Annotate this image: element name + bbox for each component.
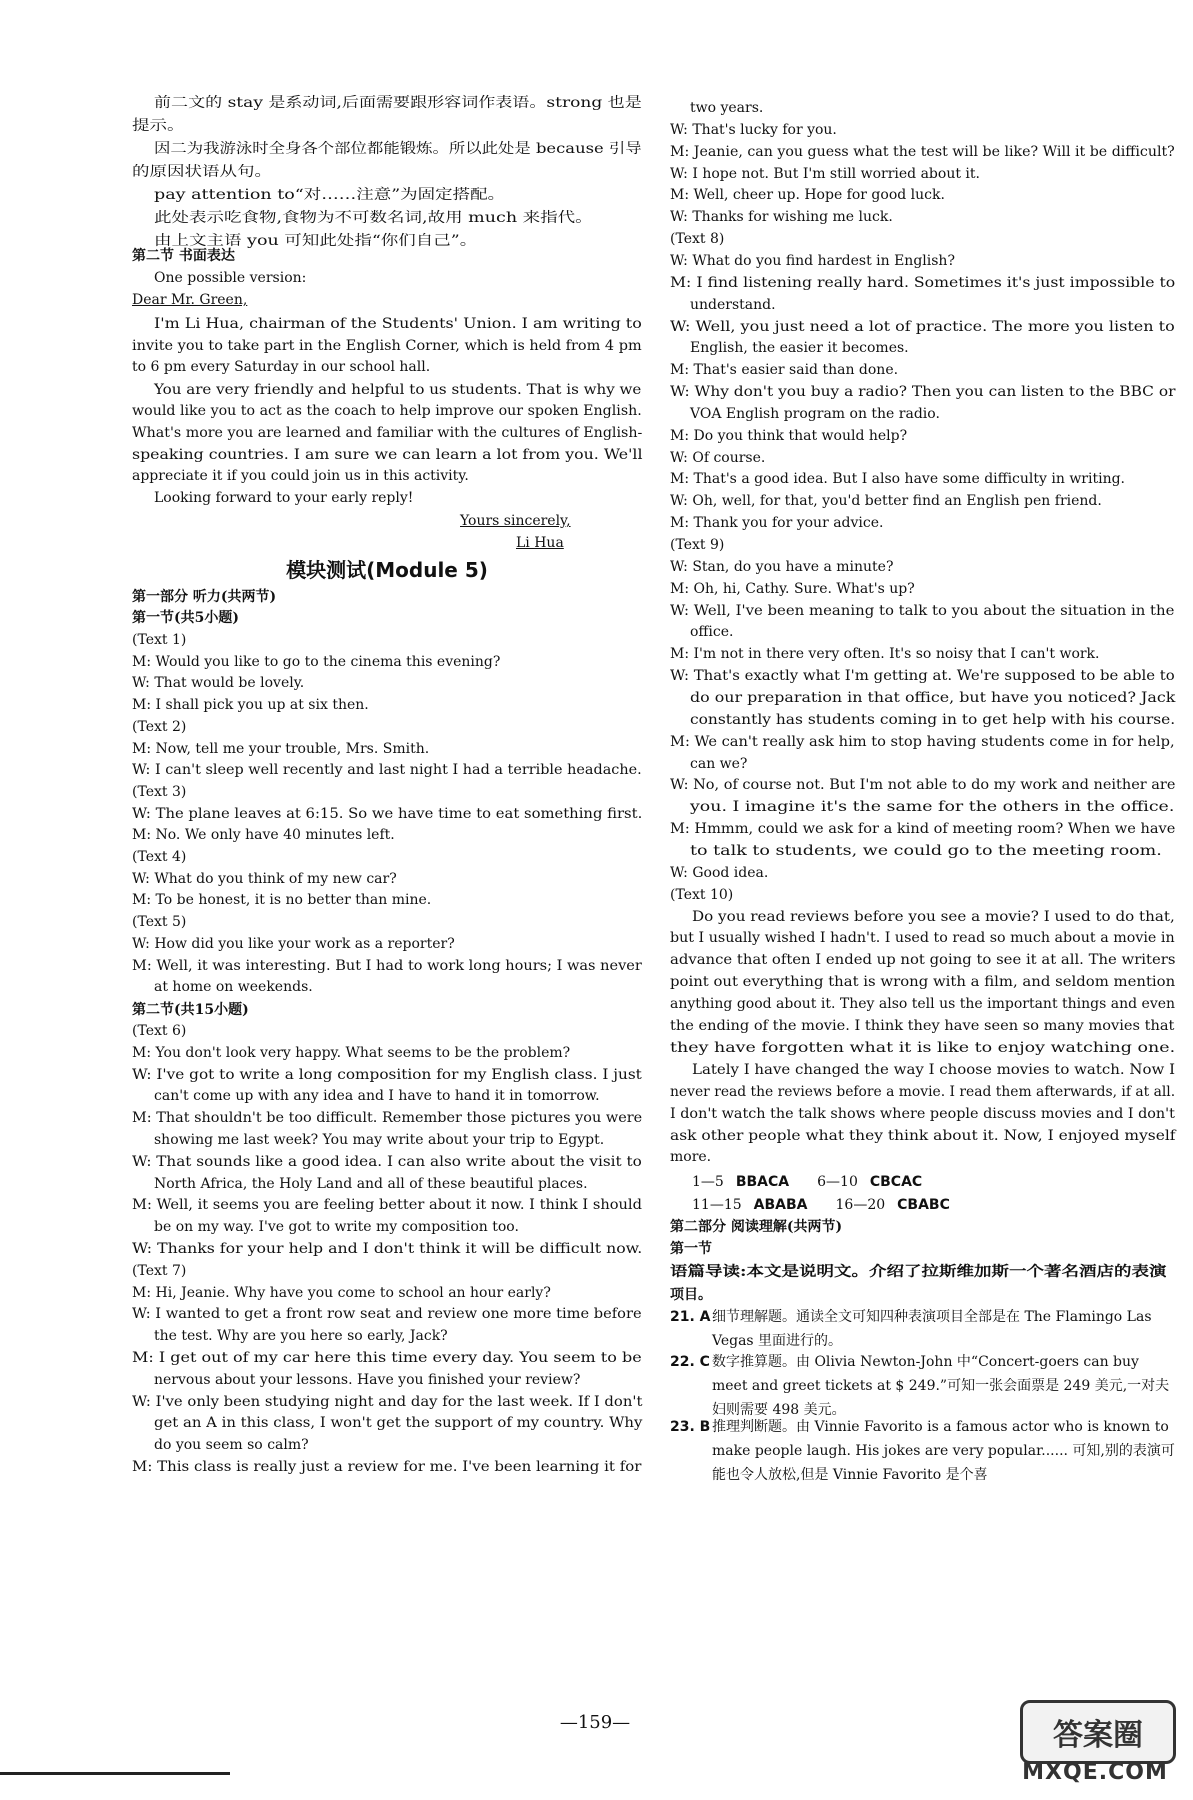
- dialogue-line: more.: [670, 1149, 712, 1166]
- dialogue-line: W: I hope not. But I'm still worried about it.: [670, 165, 980, 182]
- dialogue-line: at home on weekends.: [154, 979, 313, 996]
- dialogue-line: M: Hi, Jeanie. Why have you come to school an hour early?: [132, 1284, 551, 1301]
- dialogue-line: M: Now, tell me your trouble, Mrs. Smith.: [132, 740, 430, 757]
- letter-line: I'm Li Hua, chairman of the Students' Union. I am writing to: [154, 316, 642, 332]
- dialogue-line: W: Good idea.: [670, 864, 769, 881]
- answer-range: 11—15: [692, 1197, 742, 1213]
- text-label: (Text 3): [132, 783, 187, 800]
- dialogue-line: understand.: [690, 296, 776, 313]
- question-number: 21. A: [670, 1309, 711, 1325]
- letter-line: invite you to take part in the English Corner, which is held from 4 pm: [132, 338, 642, 354]
- explanation-text: 推理判断题。由 Vinnie Favorito is a famous actor who is known to make people laugh. His jokes are very popular...... 可知,别的表演可能也令人放松,但是 Vinnie Favorito 是个喜: [712, 1419, 1175, 1483]
- dialogue-line: M: Oh, hi, Cathy. Sure. What's up?: [670, 580, 915, 597]
- note-line: 的原因状语从句。: [132, 164, 272, 180]
- passage-intro: 项目。: [670, 1287, 712, 1303]
- letter-line: speaking countries. I am sure we can learn a lot from you. We'll: [132, 447, 643, 463]
- dialogue-line: M: To be honest, it is no better than mine.: [132, 892, 432, 909]
- letter-line: You are very friendly and helpful to us students. That is why we: [154, 382, 642, 398]
- part-heading: 第二部分 阅读理解(共两节): [670, 1219, 843, 1235]
- passage-intro: 语篇导读:本文是说明文。介绍了拉斯维加斯一个著名酒店的表演: [670, 1264, 1167, 1280]
- dialogue-line: anything good about it. They also tell us the important things and even: [670, 996, 1176, 1013]
- section-heading: 第二节(共15小题): [132, 1002, 249, 1018]
- answer-explanation: [670, 1350, 1175, 1422]
- text-label: (Text 9): [670, 537, 725, 553]
- dialogue-line: M: This class is really just a review for me. I've been learning it for: [132, 1459, 642, 1475]
- answer-range: 16—20: [835, 1197, 886, 1213]
- dialogue-line: can't come up with any idea and I have to hand it in tomorrow.: [154, 1088, 600, 1105]
- dialogue-line: Do you read reviews before you see a movie? I used to do that,: [692, 908, 1175, 925]
- answer-letters: ABABA: [753, 1197, 808, 1213]
- dialogue-line: VOA English program on the radio.: [690, 405, 940, 422]
- dialogue-line: M: You don't look very happy. What seems to be the problem?: [132, 1044, 571, 1061]
- answer-letters: BBACA: [735, 1174, 790, 1190]
- dialogue-line: North Africa, the Holy Land and all of these beautiful places.: [154, 1175, 588, 1192]
- page-number: —159—: [559, 1712, 631, 1733]
- dialogue-line: advance that often I ended up not going to see it at all. The writers: [670, 952, 1176, 969]
- text-label: (Text 8): [670, 231, 725, 248]
- dialogue-line: M: I'm not in there very often. It's so noisy that I can't work.: [670, 646, 1100, 663]
- note-line: pay attention to“对……注意”为固定搭配。: [154, 187, 506, 203]
- answer-letters: CBABC: [897, 1197, 950, 1213]
- dialogue-line: to talk to students, we could go to the meeting room.: [690, 842, 1162, 859]
- note-line: 由上文主语 you 可知此处指“你们自己”。: [154, 233, 478, 249]
- letter-line: to 6 pm every Saturday in our school hall.: [132, 359, 431, 375]
- dialogue-line: M: Would you like to go to the cinema this evening?: [132, 653, 501, 670]
- dialogue-line: I don't watch the talk shows where people discuss movies and I don't: [670, 1105, 1175, 1122]
- dialogue-line: be on my way. I've got to write my composition too.: [154, 1219, 519, 1236]
- answer-letters: CBCAC: [869, 1174, 923, 1190]
- dialogue-line: W: The plane leaves at 6:15. So we have time to eat something first.: [132, 805, 643, 822]
- text-label: (Text 6): [132, 1023, 187, 1039]
- text-label: (Text 1): [132, 632, 187, 648]
- dialogue-line: W: I wanted to get a front row seat and review one more time before: [132, 1306, 642, 1323]
- answer-key-row: [692, 1195, 950, 1215]
- dialogue-line: M: That shouldn't be too difficult. Remember those pictures you were: [132, 1110, 643, 1127]
- dialogue-line: M: I shall pick you up at six then.: [132, 697, 369, 714]
- dialogue-line: M: I find listening really hard. Sometimes it's just impossible to: [670, 274, 1176, 291]
- answer-explanation: [670, 1415, 1175, 1487]
- question-number: 22. C: [670, 1354, 710, 1370]
- note-line: 提示。: [132, 118, 185, 134]
- dialogue-line: W: Stan, do you have a minute?: [670, 558, 894, 575]
- dialogue-line: W: That would be lovely.: [132, 675, 305, 692]
- dialogue-line: M: Well, it seems you are feeling better about it now. I think I should: [132, 1197, 642, 1214]
- dialogue-line: W: That's lucky for you.: [670, 121, 837, 138]
- dialogue-line: get an A in this class, I won't get the support of my country. Why: [154, 1415, 643, 1432]
- dialogue-line: M: No. We only have 40 minutes left.: [132, 827, 395, 844]
- dialogue-line: W: Well, you just need a lot of practice. The more you listen to: [670, 318, 1175, 335]
- dialogue-line: English, the easier it becomes.: [690, 340, 909, 357]
- dialogue-line: two years.: [690, 100, 764, 116]
- dialogue-line: they have forgotten what it is like to enjoy watching one.: [670, 1039, 1176, 1056]
- dialogue-line: the ending of the movie. I think they have seen so many movies that: [670, 1018, 1175, 1034]
- dialogue-line: ask other people what they think about it. Now, I enjoyed myself: [670, 1127, 1176, 1144]
- dialogue-line: W: Of course.: [670, 449, 766, 466]
- dialogue-line: do our preparation in that office, but have you noticed? Jack: [690, 689, 1176, 706]
- dialogue-line: M: That's a good idea. But I also have some difficulty in writing.: [670, 471, 1126, 488]
- dialogue-line: W: Oh, well, for that, you'd better find an English pen friend.: [670, 493, 1102, 510]
- watermark-logo: 答案圈: [1020, 1700, 1176, 1764]
- dialogue-line: Lately I have changed the way I choose movies to watch. Now I: [692, 1061, 1176, 1078]
- dialogue-line: point out everything that is wrong with a film, and seldom mention: [670, 974, 1176, 991]
- dialogue-line: M: We can't really ask him to stop having students come in for help,: [670, 733, 1175, 750]
- letter-line: would like you to act as the coach to help improve our spoken English.: [132, 403, 642, 419]
- answer-explanation: [670, 1305, 1175, 1353]
- answer-range: 1—5: [692, 1174, 724, 1190]
- answer-range: 6—10: [817, 1174, 858, 1190]
- dialogue-line: M: Jeanie, can you guess what the test will be like? Will it be difficult?: [670, 143, 1175, 160]
- dialogue-line: M: I get out of my car here this time every day. You seem to be: [132, 1350, 642, 1366]
- dialogue-line: constantly has students coming in to get help with his course.: [690, 711, 1176, 728]
- dialogue-line: W: I've only been studying night and day for the last week. If I don't: [132, 1393, 643, 1410]
- dialogue-line: W: What do you think of my new car?: [132, 870, 397, 887]
- answer-key-row: [692, 1172, 922, 1192]
- letter-closing: Yours sincerely,: [460, 513, 571, 529]
- note-line: 因二为我游泳时全身各个部位都能锻炼。所以此处是 because 引导: [154, 141, 642, 157]
- module-title: 模块测试(Module 5): [286, 558, 488, 582]
- question-number: 23. B: [670, 1419, 711, 1435]
- dialogue-line: W: I've got to write a long composition for my English class. I just: [132, 1066, 642, 1083]
- text-label: (Text 7): [132, 1262, 187, 1279]
- text-label: (Text 5): [132, 914, 187, 931]
- text-label: (Text 2): [132, 718, 187, 735]
- dialogue-line: W: What do you find hardest in English?: [670, 252, 955, 269]
- letter-line: appreciate it if you could join us in this activity.: [132, 468, 469, 484]
- letter-line: What's more you are learned and familiar with the cultures of English-: [132, 425, 643, 441]
- dialogue-line: do you seem so calm?: [154, 1437, 309, 1454]
- dialogue-line: W: That's exactly what I'm getting at. We're supposed to be able to: [670, 668, 1175, 685]
- dialogue-line: W: How did you like your work as a reporter?: [132, 935, 455, 952]
- dialogue-line: M: Hmmm, could we ask for a kind of meeting room? When we have: [670, 821, 1176, 838]
- dialogue-line: showing me last week? You may write about your trip to Egypt.: [154, 1132, 605, 1148]
- version-label: One possible version:: [154, 270, 307, 286]
- section-heading: 第一节(共5小题): [132, 610, 239, 626]
- dialogue-line: nervous about your lessons. Have you finished your review?: [154, 1371, 581, 1388]
- dialogue-line: you. I imagine it's the same for the others in the office.: [690, 799, 1175, 816]
- letter-signature: Li Hua: [516, 535, 564, 551]
- watermark-site: MXQE.COM: [1022, 1760, 1168, 1785]
- dialogue-line: W: Well, I've been meaning to talk to you about the situation in the: [670, 602, 1175, 619]
- footer-rule: [0, 1772, 230, 1775]
- dialogue-line: but I usually wished I hadn't. I used to read so much about a movie in: [670, 930, 1175, 947]
- text-label: (Text 10): [670, 886, 734, 903]
- section-heading: 第二节 书面表达: [132, 248, 235, 264]
- dialogue-line: W: That sounds like a good idea. I can also write about the visit to: [132, 1153, 642, 1170]
- dialogue-line: M: That's easier said than done.: [670, 362, 899, 379]
- dialogue-line: M: Thank you for your advice.: [670, 515, 884, 532]
- note-line: 此处表示吃食物,食物为不可数名词,故用 much 来指代。: [154, 210, 593, 226]
- dialogue-line: office.: [690, 624, 734, 641]
- dialogue-line: never read the reviews before a movie. I read them afterwards, if at all.: [670, 1083, 1176, 1100]
- dialogue-line: W: No, of course not. But I'm not able to do my work and neither are: [670, 777, 1176, 794]
- dialogue-line: can we?: [690, 755, 748, 772]
- explanation-text: 细节理解题。通读全文可知四种表演项目全部是在 The Flamingo Las Vegas 里面进行的。: [712, 1309, 1152, 1349]
- part-heading: 第一部分 听力(共两节): [132, 589, 277, 605]
- salutation: Dear Mr. Green,: [132, 292, 248, 308]
- dialogue-line: W: Thanks for your help and I don't think it will be difficult now.: [132, 1241, 643, 1257]
- text-label: (Text 4): [132, 849, 187, 865]
- dialogue-line: the test. Why are you here so early, Jack?: [154, 1328, 448, 1345]
- explanation-text: 数字推算题。由 Olivia Newton-John 中“Concert-goers can buy meet and greet tickets at $ 249.”可知一张会面票是 249 美元,一对夫妇则需要 498 美元。: [712, 1354, 1170, 1418]
- dialogue-line: W: I can't sleep well recently and last night I had a terrible headache.: [132, 762, 642, 779]
- dialogue-line: W: Thanks for wishing me luck.: [670, 209, 893, 226]
- watermark: [1010, 1700, 1180, 1790]
- note-line: 前二文的 stay 是系动词,后面需要跟形容词作表语。strong 也是: [154, 95, 642, 111]
- dialogue-line: M: Well, cheer up. Hope for good luck.: [670, 187, 945, 204]
- letter-line: Looking forward to your early reply!: [154, 490, 414, 506]
- dialogue-line: M: Do you think that would help?: [670, 427, 908, 444]
- dialogue-line: W: Why don't you buy a radio? Then you can listen to the BBC or: [670, 384, 1176, 401]
- section-heading: 第一节: [670, 1241, 712, 1257]
- dialogue-line: M: Well, it was interesting. But I had to work long hours; I was never: [132, 957, 642, 974]
